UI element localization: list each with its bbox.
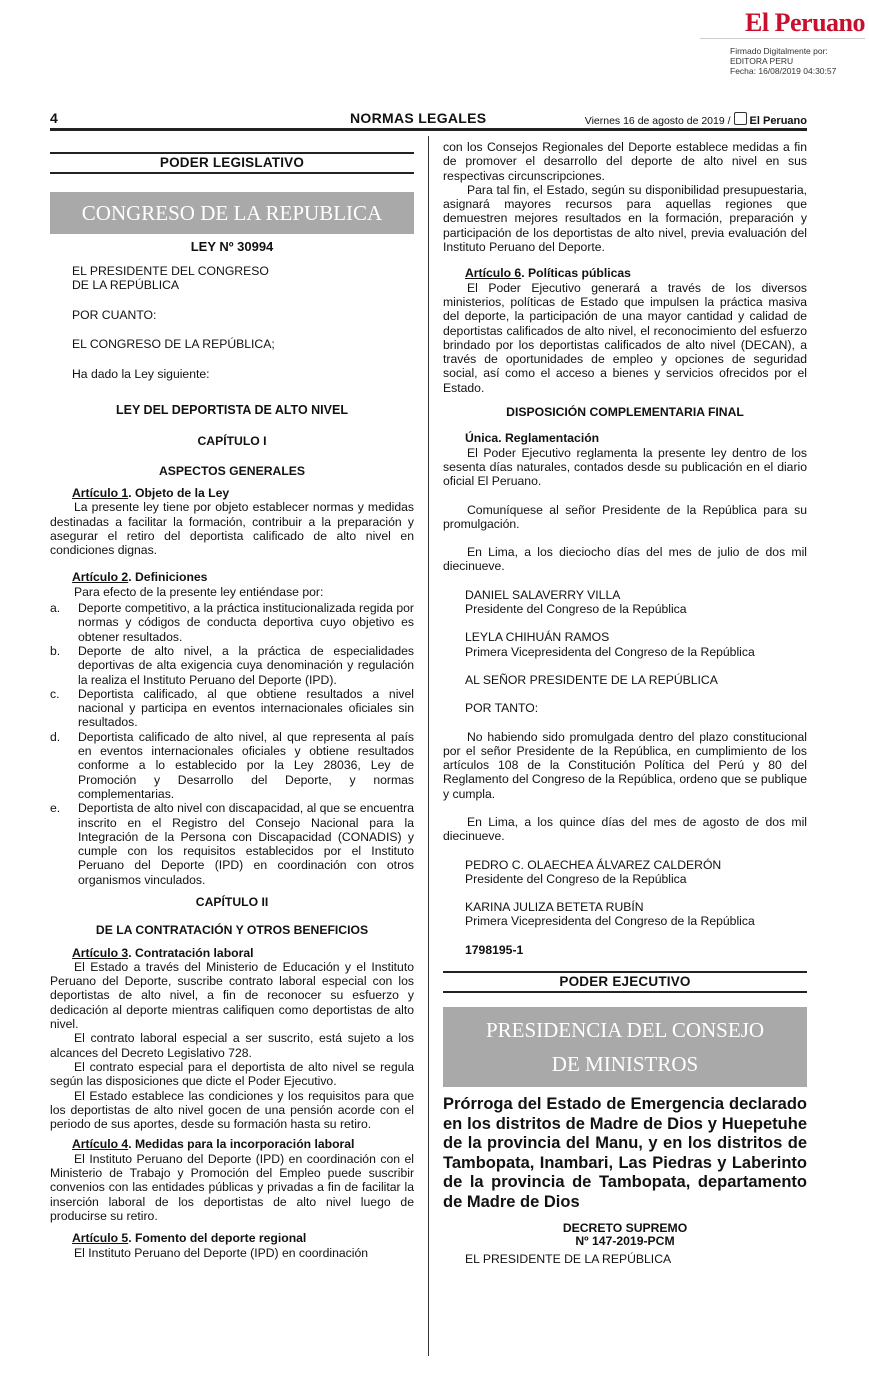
- article-text: El contrato especial para el deportista de alto nivel se regula según las disposiciones que dicte el Poder Ejecutivo.: [50, 1059, 414, 1089]
- institution-line: PRESIDENCIA DEL CONSEJO: [485, 1018, 765, 1043]
- definition-item: [50, 687, 414, 730]
- article-text: Para tal fin, el Estado, según su disponibilidad presupuestaria, asignará mayores recursos para aquellas regiones que demuestren mejores resultados en la formación, preparación y participación de los deportistas de alto nivel, previa evaluación del Instituto Peruano del Deporte.: [443, 182, 807, 255]
- signatory-role: Primera Vicepresidenta del Congreso de la República: [465, 914, 755, 929]
- signature-line: Firmado Digitalmente por:: [730, 46, 828, 56]
- item-text: Deportista calificado, al que obtiene resultados a nivel nacional y participa en eventos internacionales oficiales sin resultados.: [78, 686, 414, 730]
- signatory-name: LEYLA CHIHUÁN RAMOS: [465, 630, 610, 645]
- article-label: Artículo 2: [72, 570, 129, 585]
- intro-line: DE LA REPÚBLICA: [72, 277, 180, 292]
- por-tanto: POR TANTO:: [465, 701, 539, 716]
- definition-item: [50, 801, 414, 887]
- article-text: El Poder Ejecutivo generará a través de los diversos ministerios, políticas de Estado que impulsen la práctica masiva del deporte, la participación de una mayor cantidad y calidad de deportistas calificados de alto nivel, el reconocimiento del esfuerzo brindado por los deportistas calificados de alto nivel (DECAN), a través de oportunidades de empleo y opciones de seguridad social, así como el acceso a bienes y servicios ofrecidos por el Estado.: [443, 280, 807, 395]
- article-text: El Estado establece las condiciones y los requisitos para que los deportistas de alto nivel gocen de una pensión acorde con el periodo de sus aportes, desde su formación hasta su retiro.: [50, 1088, 414, 1132]
- signatory-name: DANIEL SALAVERRY VILLA: [465, 587, 621, 602]
- definition-item: [50, 644, 414, 687]
- article-label: Artículo 6: [465, 266, 522, 281]
- decree-title: Prórroga del Estado de Emergencia declarado en los distritos de Madre de Dios y Huepetuhe de la provincia del Manu, y en los distritos de Tambopata, Inambari, Las Piedras y Laberinto de la provincia de Tambopata, departamento de Madre de Dios: [443, 1095, 807, 1211]
- article-title: . Fomento del deporte regional: [128, 1231, 307, 1246]
- closing-text: Comuníquese al señor Presidente de la República para su promulgación.: [443, 502, 807, 531]
- section-name: NORMAS LEGALES: [350, 110, 487, 126]
- signatory-name: KARINA JULIZA BETETA RUBÍN: [465, 900, 644, 915]
- signatory-role: Presidente del Congreso de la República: [465, 602, 687, 617]
- article-label: Artículo 4: [72, 1137, 129, 1152]
- masthead-logo: [700, 10, 865, 45]
- closing-text: No habiendo sido promulgada dentro del plazo constitucional por el señor Presidente de la República, en cumplimiento de los artículos 108 de la Constitución Política del Perú y 80 del Reglamento del Congreso de la República, ordeno que se publique y cumpla.: [443, 729, 807, 801]
- chapter-name: ASPECTOS GENERALES: [158, 463, 306, 478]
- law-number: LEY Nº 30994: [190, 239, 274, 255]
- chapter-name: DE LA CONTRATACIÓN Y OTROS BENEFICIOS: [95, 923, 369, 938]
- branch-heading: PODER LEGISLATIVO: [50, 152, 414, 174]
- left-column: [50, 152, 414, 1260]
- header-date: [585, 112, 807, 127]
- intro-line: POR CUANTO:: [72, 308, 157, 323]
- article-title: . Objeto de la Ley: [128, 485, 230, 500]
- item-text: Deportista de alto nivel con discapacidad, al que se encuentra inscrito en el Registro del Consejo Nacional para la Integración de la Persona con Discapacidad (CONADIS) y cumple con los requisitos establecidos por el Instituto Peruano del Deporte (IPD) en coordinación con otros organismos vinculados.: [78, 801, 414, 887]
- digital-signature: [730, 46, 836, 76]
- decree-type: DECRETO SUPREMO: [562, 1221, 688, 1236]
- article-text: El Estado a través del Ministerio de Educación y el Instituto Peruano del Deporte, suscribe contrato laboral especial con los deportistas de alto nivel, a fin de reconocer su esfuerzo y dedicación al deporte mientras califiquen como deportistas de alto nivel.: [50, 959, 414, 1032]
- item-letter: c.: [50, 686, 60, 701]
- signatory-name: PEDRO C. OLAECHEA ÁLVAREZ CALDERÓN: [465, 857, 722, 872]
- item-text: Deportista calificado de alto nivel, al que representa al país en eventos internacionales oficiales y obtiene resultados conforme a lo establecido por la Ley 28036, Ley de Promoción y Desarrollo del Deporte, y normas complementarias.: [78, 729, 414, 801]
- article-text: El Instituto Peruano del Deporte (IPD) en coordinación con el Ministerio de Trabajo y Promoción del Empleo puede suscribir convenios con las entidades públicas y privadas a fin de facilitar la inserción laboral de los deportistas de alto nivel luego de producirse su retiro.: [50, 1151, 414, 1223]
- paper-name: El Peruano: [749, 115, 807, 127]
- article-text: con los Consejos Regionales del Deporte establece medidas a fin de promover el desarrollo del deporte de alto nivel en sus respectivas circunscripciones.: [443, 140, 807, 183]
- article-label: Artículo 5: [72, 1231, 129, 1246]
- coat-of-arms-icon: [734, 112, 747, 125]
- article-heading: [50, 1231, 414, 1245]
- signatory-role: Primera Vicepresidenta del Congreso de la República: [465, 644, 755, 659]
- definition-item: [50, 730, 414, 801]
- item-letter: a.: [50, 601, 61, 616]
- item-text: Deporte competitivo, a la práctica institucionalizada regida por normas y códigos de conducta deportiva cuyo objetivo es obtener resultados.: [78, 601, 414, 644]
- president-line: EL PRESIDENTE DE LA REPÚBLICA: [465, 1252, 672, 1267]
- article-text: Para efecto de la presente ley entiéndase por:: [74, 584, 324, 599]
- article-text: La presente ley tiene por objeto establecer normas y medidas destinadas a facilitar la formación, contribuir a la preparación y asegurar el retiro del deportista calificado de alto nivel en condiciones dignas.: [50, 500, 414, 558]
- definition-item: [50, 601, 414, 644]
- article-heading: [50, 946, 414, 960]
- chapter-heading: CAPÍTULO I: [197, 434, 267, 449]
- article-heading: [50, 486, 414, 500]
- institution-line: DE MINISTROS: [551, 1052, 699, 1077]
- signature-line: EDITORA PERU: [730, 56, 794, 66]
- intro-line: Ha dado la Ley siguiente:: [72, 366, 210, 381]
- item-letter: d.: [50, 729, 61, 744]
- item-letter: e.: [50, 801, 61, 816]
- item-letter: b.: [50, 643, 61, 658]
- article-heading: [443, 266, 807, 280]
- column-divider: [428, 136, 429, 1356]
- article-title: . Contratación laboral: [128, 945, 254, 960]
- signature-line: Fecha: 16/08/2019 04:30:57: [730, 66, 837, 76]
- institution-band: [443, 1007, 807, 1087]
- item-text: Deporte de alto nivel, a la práctica de especialidades deportivas de alta exigencia cuya denominación y regulación la realiza el Instituto Peruano del Deporte (IPD).: [78, 643, 414, 687]
- final-provision-heading: DISPOSICIÓN COMPLEMENTARIA FINAL: [506, 405, 744, 420]
- date-text: Viernes 16 de agosto de 2019 /: [584, 115, 731, 127]
- article-title: . Políticas públicas: [521, 266, 631, 281]
- article-text: El contrato laboral especial a ser suscrito, está sujeto a los alcances del Decreto Legislativo 728.: [50, 1031, 414, 1060]
- closing-text: En Lima, a los quince días del mes de agosto de dos mil diecinueve.: [443, 814, 807, 844]
- article-heading: [50, 1137, 414, 1151]
- closing-text: En Lima, a los dieciocho días del mes de julio de dos mil diecinueve.: [443, 545, 807, 574]
- provision-text: El Poder Ejecutivo reglamenta la presente ley dentro de los sesenta días naturales, contados desde su publicación en el diario oficial El Peruano.: [443, 445, 807, 489]
- provision-title: Única. Reglamentación: [465, 431, 600, 446]
- article-label: Artículo 1: [72, 485, 129, 500]
- article-text: El Instituto Peruano del Deporte (IPD) en coordinación: [74, 1245, 369, 1260]
- logo-underline: [700, 38, 865, 45]
- addressee: AL SEÑOR PRESIDENTE DE LA REPÚBLICA: [465, 672, 718, 687]
- article-title: . Definiciones: [128, 570, 208, 585]
- publication-code: 1798195-1: [465, 942, 524, 957]
- right-column: [443, 140, 807, 1267]
- law-title: LEY DEL DEPORTISTA DE ALTO NIVEL: [116, 403, 348, 418]
- intro-line: EL CONGRESO DE LA REPÚBLICA;: [72, 337, 275, 352]
- institution-band: CONGRESO DE LA REPUBLICA: [50, 192, 414, 234]
- branch-heading: PODER EJECUTIVO: [443, 971, 807, 993]
- intro-line: EL PRESIDENTE DEL CONGRESO: [72, 263, 269, 278]
- page-header: [50, 110, 807, 131]
- logo-wordmark: El Peruano: [745, 8, 865, 37]
- article-heading: [50, 570, 414, 584]
- chapter-heading: CAPÍTULO II: [195, 894, 269, 909]
- decree-number: Nº 147-2019-PCM: [575, 1234, 675, 1249]
- page-number: 4: [50, 110, 58, 126]
- signatory-role: Presidente del Congreso de la República: [465, 871, 687, 886]
- article-label: Artículo 3: [72, 945, 129, 960]
- article-title: . Medidas para la incorporación laboral: [128, 1137, 355, 1152]
